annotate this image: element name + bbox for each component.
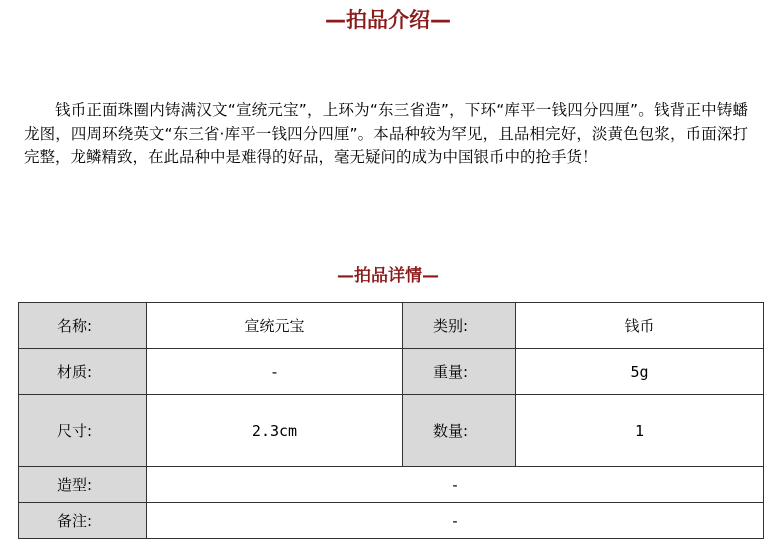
details-table [18,302,764,539]
label-material: 材质: [19,349,147,395]
value-name: 宣统元宝 [147,303,403,349]
label-category: 类别: [403,303,516,349]
value-shape: - [147,467,764,503]
table-row [19,349,764,395]
label-shape: 造型: [19,467,147,503]
label-name: 名称: [19,303,147,349]
label-size: 尺寸: [19,395,147,467]
label-quantity: 数量: [403,395,516,467]
intro-section-title: —拍品介绍— [325,8,451,32]
label-remarks: 备注: [19,503,147,539]
intro-paragraph: 钱币正面珠圈内铸满汉文“宣统元宝”，上环为“东三省造”，下环“库平一钱四分四厘”。钱背正中铸蟠龙图，四周环绕英文“东三省·库平一钱四分四厘”。本品种较为罕见，且品相完好，淡黄色包浆，币面深打完整，龙鳞精致，在此品种中是难得的好品，毫无疑问的成为中国银币中的抢手货！ [24,101,748,166]
label-weight: 重量: [403,349,516,395]
value-category: 钱币 [516,303,764,349]
value-quantity: 1 [516,395,764,467]
table-row [19,303,764,349]
value-weight: 5g [516,349,764,395]
table-row [19,395,764,467]
details-section-title: —拍品详情— [337,266,439,286]
table-row [19,467,764,503]
table-row [19,503,764,539]
value-remarks: - [147,503,764,539]
value-size: 2.3cm [147,395,403,467]
value-material: - [147,349,403,395]
